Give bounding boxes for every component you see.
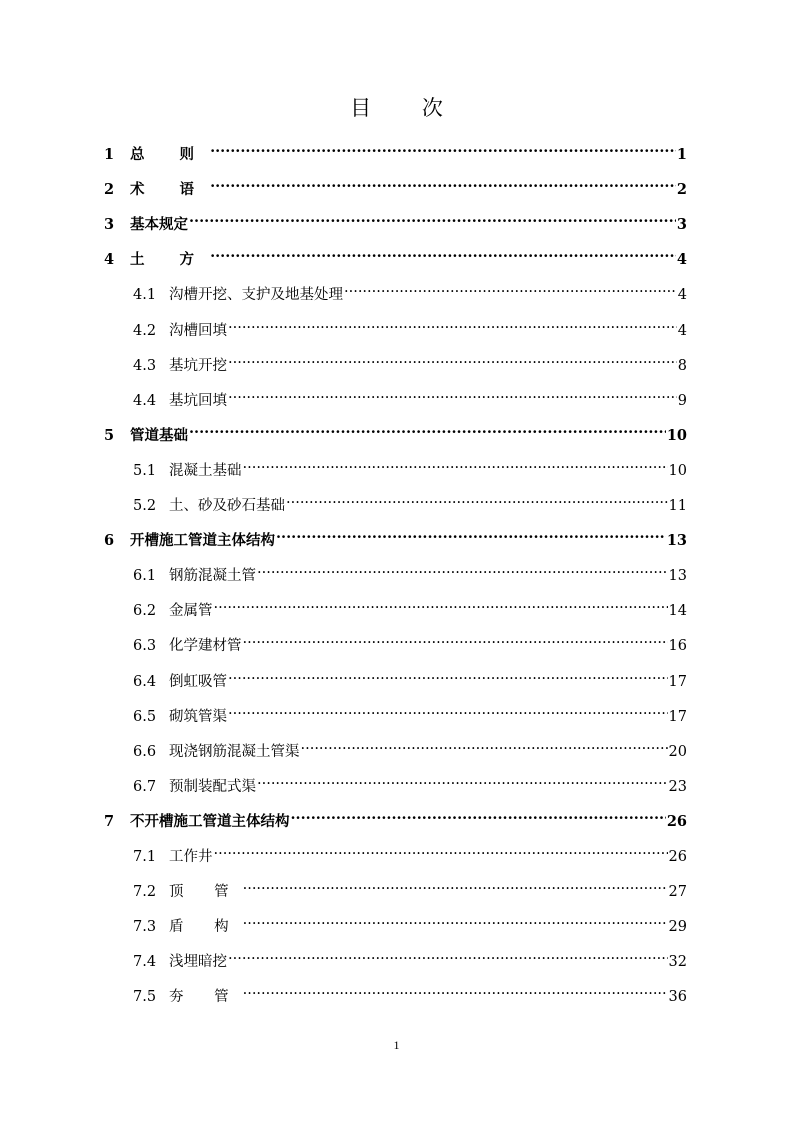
toc-dot-leader [344,277,677,299]
toc-entry-number: 4.1 [133,287,157,304]
toc-dot-leader [276,523,666,545]
toc-entry-number: 5.2 [133,498,157,514]
toc-entry-number: 4.4 [133,392,157,409]
toc-dot-leader [228,944,668,966]
toc-dot-leader [210,137,676,159]
toc-entry-page: 23 [668,778,687,795]
toc-entry-page: 17 [668,673,687,690]
toc-entry-title: 沟槽开挖、支护及地基处理 [169,287,343,304]
toc-section-entry[interactable] [133,979,687,1006]
toc-section-entry[interactable] [133,839,687,865]
toc-entry-title: 术 语 [130,181,210,199]
toc-chapter-entry[interactable] [104,137,687,163]
toc-entry-number: 6.6 [133,743,157,760]
toc-section-entry[interactable] [133,277,687,304]
toc-dot-leader [189,418,666,440]
toc-entry-number: 6.1 [133,568,157,585]
toc-section-entry[interactable] [133,664,687,690]
toc-chapter-entry[interactable] [104,207,687,234]
toc-section-entry[interactable] [133,313,687,339]
toc-dot-leader [243,628,668,650]
toc-entry-page: 29 [668,919,687,936]
toc-dot-leader [301,734,668,756]
toc-entry-title: 倒虹吸管 [169,673,227,690]
toc-entry-page: 9 [677,392,687,409]
toc-entry-number: 6.2 [133,603,157,620]
toc-entry-number: 7.2 [133,884,157,901]
toc-entry-number: 7.3 [133,919,157,936]
toc-dot-leader [243,979,668,1001]
toc-section-entry[interactable] [133,348,687,374]
toc-dot-leader [210,242,676,264]
toc-section-entry[interactable] [133,453,687,479]
toc-dot-leader [228,348,677,370]
toc-entry-page: 4 [677,322,687,339]
toc-entry-page: 10 [666,426,687,444]
toc-entry-title: 夯 管 [169,989,242,1006]
toc-chapter-entry[interactable] [104,242,687,269]
toc-entry-title: 沟槽回填 [169,322,227,339]
toc-entry-number: 3 [104,216,115,234]
toc-entry-number: 5 [104,426,115,444]
toc-entry-page: 4 [677,287,687,304]
toc-entry-title: 金属管 [169,603,213,620]
toc-chapter-entry[interactable] [104,804,687,830]
page-number: 1 [393,1038,400,1052]
toc-dot-leader [228,313,677,335]
toc-entry-page: 13 [666,532,687,550]
toc-dot-leader [243,909,668,931]
toc-section-entry[interactable] [133,699,687,725]
toc-entry-page: 36 [668,989,687,1006]
toc-section-entry[interactable] [133,909,687,936]
toc-entry-number: 4 [104,251,115,269]
toc-entry-page: 14 [668,603,687,620]
toc-entry-number: 6.4 [133,673,157,690]
toc-section-entry[interactable] [133,769,687,795]
toc-entry-page: 27 [668,884,687,901]
toc-section-entry[interactable] [133,558,687,585]
toc-entry-number: 7.4 [133,954,157,971]
toc-entry-page: 11 [668,498,687,514]
toc-entry-title: 管道基础 [130,426,188,444]
toc-chapter-entry[interactable] [104,523,687,550]
toc-entry-number: 4.2 [133,322,157,339]
toc-entry-number: 2 [104,181,115,199]
toc-entry-title: 土、砂及砂石基础 [169,498,285,514]
toc-dot-leader [228,699,668,721]
toc-entry-page: 2 [676,181,687,199]
toc-entry-page: 4 [676,251,687,269]
toc-entry-page: 1 [676,146,687,163]
toc-entry-title: 不开槽施工管道主体结构 [130,812,290,830]
toc-entry-page: 26 [666,812,687,830]
toc-section-entry[interactable] [133,488,687,514]
toc-entry-title: 预制装配式渠 [169,778,256,795]
toc-dot-leader [286,488,668,510]
page-title: 目 次 [350,96,465,120]
toc-entry-page: 8 [677,357,687,374]
toc-entry-number: 7 [104,812,115,830]
toc-entry-number: 4.3 [133,357,157,374]
toc-entry-number: 7.5 [133,989,157,1006]
toc-entry-title: 基坑回填 [169,392,227,409]
toc-dot-leader [228,664,668,686]
toc-entry-title: 工作井 [169,849,213,865]
toc-dot-leader [257,558,668,580]
toc-entry-title: 基本规定 [130,216,188,234]
toc-chapter-entry[interactable] [104,172,687,199]
toc-entry-title: 基坑开挖 [169,357,227,374]
toc-entry-number: 6.7 [133,778,157,795]
toc-dot-leader [257,769,668,791]
toc-entry-title: 盾 构 [169,919,242,936]
toc-dot-leader [243,453,668,475]
toc-entry-page: 16 [668,638,687,655]
toc-entry-page: 10 [668,462,687,479]
toc-entry-number: 1 [104,146,115,163]
toc-entry-title: 钢筋混凝土管 [169,568,256,585]
toc-entry-number: 6.5 [133,708,157,725]
toc-section-entry[interactable] [133,944,687,971]
toc-dot-leader [214,839,668,861]
toc-dot-leader [189,207,676,229]
toc-entry-page: 3 [676,216,687,234]
toc-entry-title: 开槽施工管道主体结构 [130,532,275,550]
toc-entry-number: 5.1 [133,462,157,479]
toc-chapter-entry[interactable] [104,418,687,444]
toc-dot-leader [243,874,668,896]
toc-entry-page: 32 [668,954,687,971]
toc-entry-title: 土 方 [130,251,210,269]
toc-entry-number: 7.1 [133,849,157,865]
toc-entry-title: 化学建材管 [169,638,242,655]
toc-entry-page: 13 [668,568,687,585]
toc-entry-title: 现浇钢筋混凝土管渠 [169,743,300,760]
toc-dot-leader [291,804,666,826]
toc-entry-title: 总 则 [130,146,210,163]
toc-entry-title: 浅埋暗挖 [169,954,227,971]
toc-entry-page: 20 [668,743,687,760]
toc-section-entry[interactable] [133,383,687,409]
toc-dot-leader [210,172,676,194]
toc-section-entry[interactable] [133,734,687,760]
toc-entry-number: 6 [104,532,115,550]
toc-section-entry[interactable] [133,593,687,620]
toc-entry-title: 混凝土基础 [169,462,242,479]
toc-entry-page: 17 [668,708,687,725]
toc-entry-number: 6.3 [133,638,157,655]
toc-entry-title: 顶 管 [169,884,242,901]
toc-entry-title: 砌筑管渠 [169,708,227,725]
toc-dot-leader [228,383,677,405]
toc-dot-leader [214,593,668,615]
toc-section-entry[interactable] [133,628,687,655]
toc-section-entry[interactable] [133,874,687,901]
toc-entry-page: 26 [668,849,687,865]
